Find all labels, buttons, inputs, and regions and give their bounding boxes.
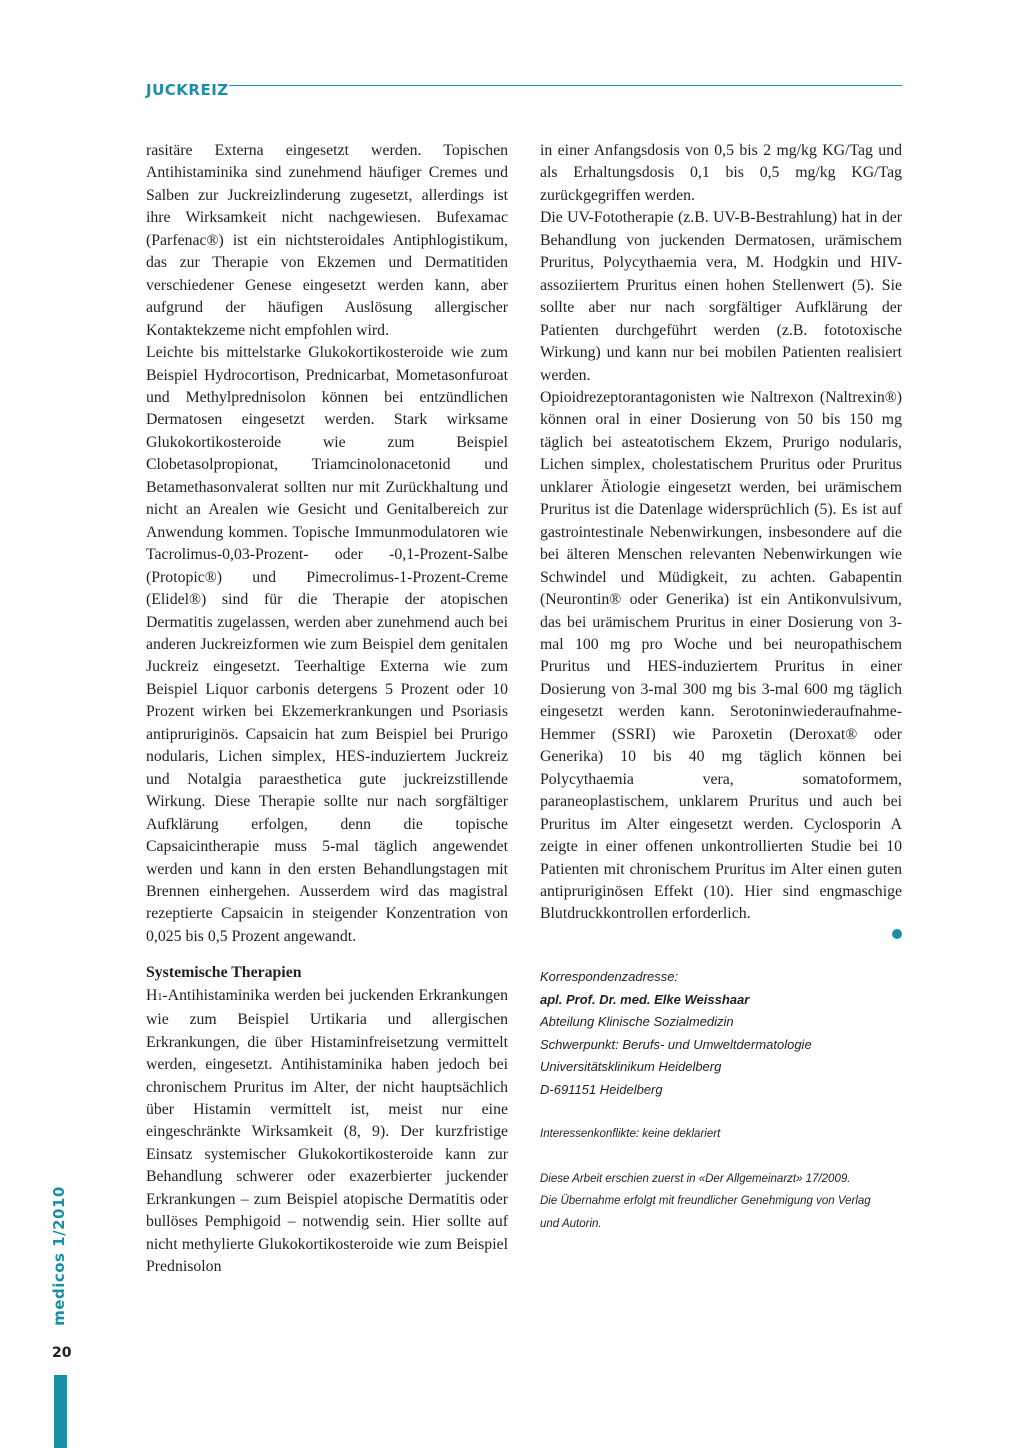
section-title: JUCKREIZ bbox=[146, 81, 229, 99]
h1-prefix: H bbox=[146, 986, 158, 1004]
paragraph: in einer Anfangsdosis von 0,5 bis 2 mg/kg KG/Tag und als Erhaltungsdosis 0,1 bis 0,5 mg/kg KG/Tag zurückgegriffen werden. bbox=[540, 142, 902, 204]
focus: Schwerpunkt: Berufs- und Umweltdermatologie bbox=[540, 1036, 812, 1052]
end-of-article-dot bbox=[892, 929, 902, 939]
section-heading: Systemische Therapien bbox=[146, 964, 302, 982]
paragraph bbox=[146, 985, 508, 1279]
correspondence-label: Korrespondenzadresse: bbox=[540, 969, 679, 984]
conflicts-note: Interessenkonflikte: keine deklariert bbox=[540, 1128, 721, 1140]
left-column bbox=[146, 140, 508, 1279]
header-rule bbox=[229, 85, 902, 86]
h1-subscript: 1 bbox=[157, 991, 163, 1003]
department: Abteilung Klinische Sozialmedizin bbox=[540, 1014, 734, 1029]
publication-note: und Autorin. bbox=[540, 1217, 602, 1230]
paragraph: Opioidrezeptorantagonisten wie Naltrexon (Naltrexin®) können oral in einer Dosierung von 50 bis 150 mg täglich bei asteatotischem Ekzem, Prurigo nodularis, Lichen simplex, cholestatischem Pruritus oder Pruritus unklarer Ätiologie eingesetzt werden, bei urämischem Pruritus ist die Datenlage widersprüchlich (5). Es ist auf gastrointestinale Nebenwirkungen, insbesondere auf die bei älteren Menschen relevanten Nebenwirkungen wie Schwindel und Müdigkeit, zu achten. Gabapentin (Neurontin® oder Generika) ist ein Antikonvulsivum, das bei urämischem Pruritus in einer Dosierung von 3-mal 100 mg pro Woche und bei neuropathischem Pruritus und HES-induziertem Pruritus in einer Dosierung von 3-mal 300 mg bis 3-mal 600 mg täglich eingesetzt werden kann. Serotoninwiederaufnahme-Hemmer (SSRI) wie Paroxetin (Deroxat® oder Generika) 10 bis 40 mg täglich können bei Polycythaemia vera, somatoformem, paraneoplastischem, unklarem Pruritus und auch bei Pruritus im Alter eingesetzt werden. Cyclosporin A zeigte in einer offenen unkontrollierten Studie bei 10 Patienten mit chronischem Pruritus im Alter einen guten antipruriginösen Effekt (10). Hier sind engmaschige Blutdruckkontrollen erforderlich. bbox=[540, 388, 902, 923]
journal-label: medicos 1/2010 bbox=[50, 1186, 68, 1326]
publication-note: Diese Arbeit erschien zuerst in «Der Allgemeinarzt» 17/2009. bbox=[540, 1172, 851, 1185]
paragraph: Leichte bis mittelstarke Glukokortikosteroide wie zum Beispiel Hydrocortison, Prednicarbat, Mometasonfuroat und Methylprednisolon können bei entzündlichen Dermatosen eingesetzt werden. Stark wirksame Glukokortikosteroide wie zum Beispiel Clobetasolpropionat, Triamcinolonacetonid und Betamethasonvalerat sollten nur mit Zurückhaltung und nicht an Arealen wie Gesicht und Genitalbereich zur Anwendung kommen. Topische Immunmodulatoren wie Tacrolimus-0,03-Prozent- oder -0,1-Prozent-Salbe (Protopic®) und Pimecrolimus-1-Prozent-Creme (Elidel®) sind für die Therapie der atopischen Dermatitis zugelassen, werden aber zunehmend auch bei anderen Juckreizformen wie zum Beispiel dem genitalen Juckreiz eingesetzt. Teerhaltige Externa wie zum Beispiel Liquor carbonis detergens 5 Prozent oder 10 Prozent wirken bei Ekzemerkrankungen und Psoriasis antipruriginös. Capsaicin hat zum Beispiel bei Prurigo nodularis, Lichen simplex, HES-induziertem Juckreiz und Notalgia paraesthetica gute juckreizstillende Wirkung. Diese Therapie sollte nur nach sorgfältiger Aufklärung erfolgen, denn die topische Capsaicintherapie muss 5-mal täglich angewendet werden und kann in den ersten Behandlungstagen mit Brennen einhergehen. Ausserdem wird das magistral rezeptierte Capsaicin in steigender Konzentration von 0,025 bis 0,5 Prozent angewandt. bbox=[146, 344, 508, 945]
author-name: apl. Prof. Dr. med. Elke Weisshaar bbox=[540, 991, 750, 1007]
publication-note: Die Übernahme erfolgt mit freundlicher Genehmigung von Verlag bbox=[540, 1195, 871, 1207]
city: D-691151 Heidelberg bbox=[540, 1081, 663, 1097]
page-number: 20 bbox=[52, 1345, 72, 1361]
paragraph: rasitäre Externa eingesetzt werden. Topischen Antihistaminika sind zunehmend häufiger Cremes und Salben zur Juckreizlinderung zugesetzt, allerdings ist ihre Wirksamkeit nicht nachgewiesen. Bufexamac (Parfenac®) ist ein nichtsteroidales Antiphlogistikum, das zur Therapie von Ekzemen und Dermatitiden verschiedener Genese eingesetzt werden kann, aber aufgrund der häufigen Auslösung allergischer Kontaktekzeme nicht empfohlen wird. bbox=[146, 142, 508, 339]
clinic: Universitätsklinikum Heidelberg bbox=[540, 1059, 722, 1074]
side-accent-bar bbox=[54, 1375, 67, 1448]
paragraph: Die UV-Fototherapie (z.B. UV-B-Bestrahlung) hat in der Behandlung von juckenden Dermatosen, urämischem Pruritus, Polycythaemia vera, M. Hodgkin und HIV-assoziiertem Pruritus einen hohen Stellenwert (5). Sie sollte aber nur nach sorgfältiger Aufklärung der Patienten durchgeführt werden (z.B. fototoxische Wirkung) und kann nur bei mobilen Patienten realisiert werden. bbox=[540, 209, 902, 384]
right-column bbox=[540, 140, 902, 926]
paragraph-text: -Antihistaminika werden bei juckenden Erkrankungen wie zum Beispiel Urtikaria und allergischen Erkrankungen, die über Histaminfreisetzung vermittelt werden, eingesetzt. Antihistaminika haben jedoch bei chronischem Pruritus im Alter, der nicht hauptsächlich über Histamin vermittelt ist, meist nur eine eingeschränkte Wirksamkeit (8, 9). Der kurzfristige Einsatz systemischer Glukokortikosteroide kann zur Behandlung schwerer oder exazerbierter juckender Erkrankungen – zum Beispiel atopische Dermatitis oder bullöses Pemphigoid – notwendig sein. Hier sollte auf nicht methylierte Glukokortikosteroide wie zum Beispiel Prednisolon bbox=[146, 986, 508, 1276]
correspondence-block bbox=[540, 966, 902, 1235]
